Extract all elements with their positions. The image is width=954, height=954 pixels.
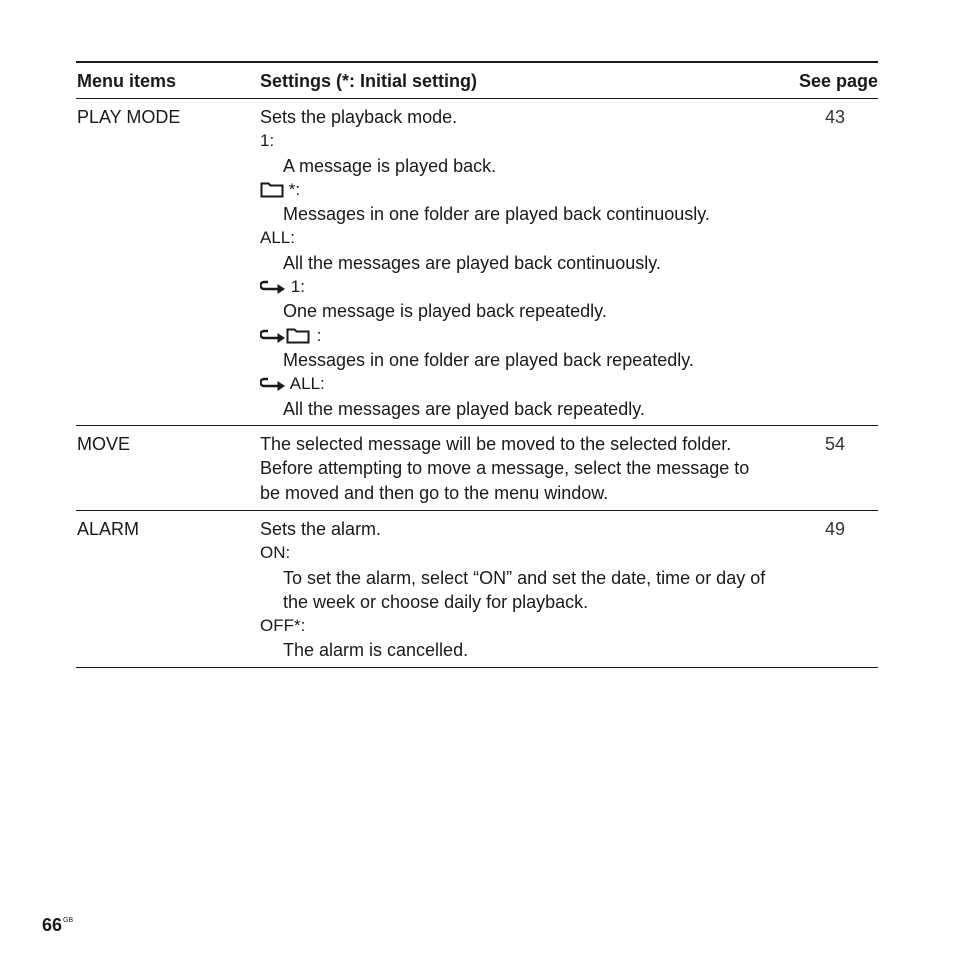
option-label: 1: [260, 131, 275, 151]
setting-title: The selected message will be moved to the selected folder. [260, 434, 732, 454]
setting-title: Sets the alarm. [260, 519, 382, 539]
option-description: Messages in one folder are played back repeatedly. [283, 349, 694, 370]
option-description: To set the alarm, select “ON” and set the date, time or day of [283, 567, 766, 588]
menu-item-play-mode: PLAY MODE [77, 107, 181, 127]
see-page-value: 43 [825, 107, 846, 127]
folder-icon [286, 327, 312, 344]
repeat-arrow-icon [260, 377, 286, 392]
setting-title: Sets the playback mode. [260, 107, 458, 127]
page-number-value: 66 [42, 915, 63, 935]
repeat-arrow-icon [260, 329, 286, 344]
option-description: the week or choose daily for playback. [283, 591, 589, 612]
option-description: A message is played back. [283, 155, 497, 176]
option-label: ON: [260, 543, 291, 563]
menu-settings-table [76, 61, 878, 668]
option-description: The alarm is cancelled. [283, 640, 469, 661]
table-row-alarm [76, 511, 878, 668]
table-header-row [76, 63, 878, 99]
settings-move [260, 432, 749, 505]
table-row-play-mode [76, 99, 878, 426]
settings-play-mode [260, 105, 710, 421]
setting-description: be moved and then go to the menu window. [260, 482, 609, 503]
header-see-page: See page [798, 71, 878, 91]
option-label: 1: [260, 275, 710, 299]
menu-item-move: MOVE [77, 434, 131, 454]
option-label: : [260, 324, 710, 348]
option-label: OFF*: [260, 616, 306, 636]
setting-description: Before attempting to move a message, select the message to [260, 458, 750, 479]
option-label: *: [260, 178, 710, 202]
option-label: ALL: [260, 228, 295, 248]
option-description: All the messages are played back continuously. [283, 252, 661, 273]
header-menu-items: Menu items [77, 71, 177, 91]
folder-icon [260, 181, 284, 198]
settings-alarm [260, 517, 765, 663]
region-code: GB [63, 917, 74, 924]
option-label: ALL: [260, 372, 710, 396]
option-description: One message is played back repeatedly. [283, 301, 607, 322]
option-description: Messages in one folder are played back continuously. [283, 204, 710, 225]
see-page-value: 49 [825, 519, 846, 539]
option-description: All the messages are played back repeatedly. [283, 398, 645, 419]
menu-item-alarm: ALARM [77, 519, 140, 539]
see-page-value: 54 [825, 434, 846, 454]
page-number [42, 910, 73, 936]
table-row-move [76, 426, 878, 511]
header-settings: Settings (*: Initial setting) [260, 71, 478, 91]
repeat-arrow-icon [260, 280, 286, 295]
